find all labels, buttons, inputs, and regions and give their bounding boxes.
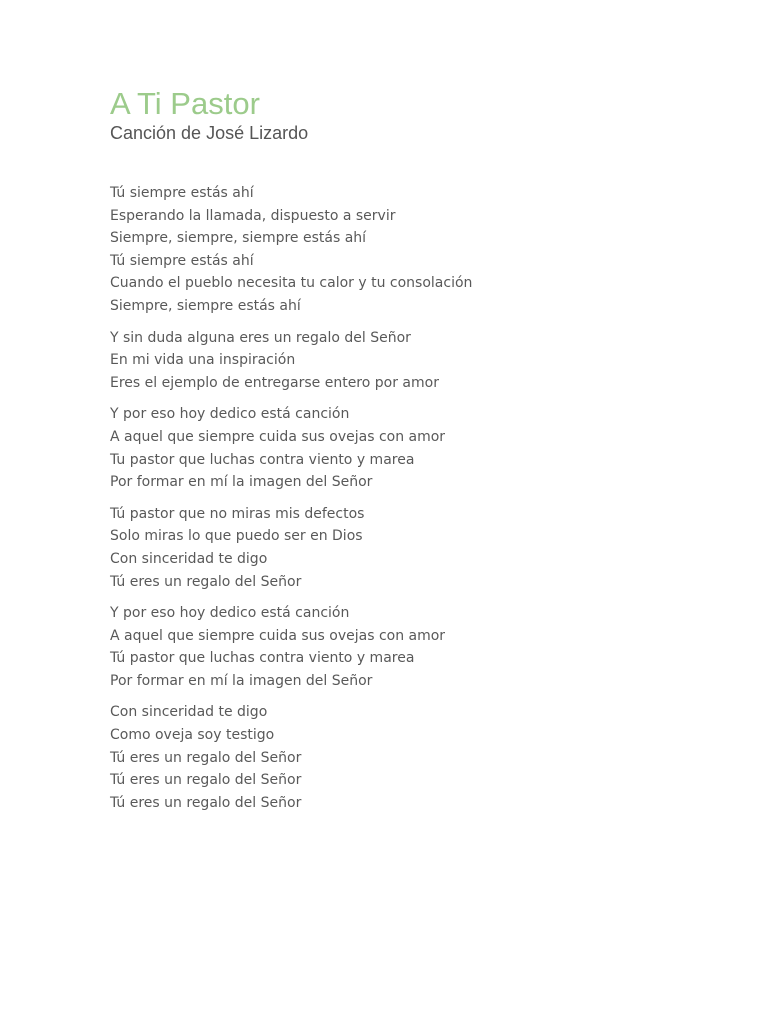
stanza-1 [110, 182, 710, 318]
lyric-line: Con sinceridad te digo [110, 704, 268, 721]
song-subtitle: Canción de José Lizardo [110, 123, 309, 143]
lyric-line: Tú siempre estás ahí [110, 252, 254, 269]
lyric-line: Siempre, siempre, siempre estás ahí [110, 230, 367, 247]
lyric-line: Solo miras lo que puedo ser en Dios [110, 528, 363, 545]
lyric-line: Tú eres un regalo del Señor [110, 573, 302, 590]
lyric-line: Como oveja soy testigo [110, 727, 275, 744]
lyric-line: Tú eres un regalo del Señor [110, 794, 302, 811]
lyric-line: Por formar en mí la imagen del Señor [110, 474, 373, 491]
lyric-line: Esperando la llamada, dispuesto a servir [110, 207, 396, 224]
stanza-5 [110, 602, 710, 692]
lyric-line: En mi vida una inspiración [110, 352, 296, 369]
lyric-line: A aquel que siempre cuida sus ovejas con amor [110, 627, 446, 644]
song-title: A Ti Pastor [110, 86, 260, 121]
lyric-line: Tú eres un regalo del Señor [110, 772, 302, 789]
stanza-2 [110, 327, 710, 395]
lyric-line: Tu pastor que luchas contra viento y marea [110, 451, 415, 468]
lyric-line: Tú eres un regalo del Señor [110, 749, 302, 766]
lyric-line: Tú pastor que no miras mis defectos [110, 505, 365, 522]
lyric-line: Y por eso hoy dedico está canción [110, 605, 350, 622]
stanza-4 [110, 503, 710, 593]
lyric-line: Eres el ejemplo de entregarse entero por amor [110, 374, 439, 391]
lyric-line: Y sin duda alguna eres un regalo del Señor [110, 329, 411, 346]
lyric-line: Y por eso hoy dedico está canción [110, 406, 350, 423]
lyric-line: Siempre, siempre estás ahí [110, 297, 301, 314]
lyric-line: Por formar en mí la imagen del Señor [110, 672, 373, 689]
stanza-6 [110, 701, 710, 814]
lyrics-body [110, 182, 710, 823]
lyric-line: Cuando el pueblo necesita tu calor y tu consolación [110, 275, 473, 292]
lyric-line: Tú siempre estás ahí [110, 185, 254, 201]
lyric-line: A aquel que siempre cuida sus ovejas con amor [110, 428, 446, 445]
stanza-3 [110, 403, 710, 493]
lyric-line: Tú pastor que luchas contra viento y marea [110, 650, 415, 667]
lyric-line: Con sinceridad te digo [110, 550, 268, 567]
